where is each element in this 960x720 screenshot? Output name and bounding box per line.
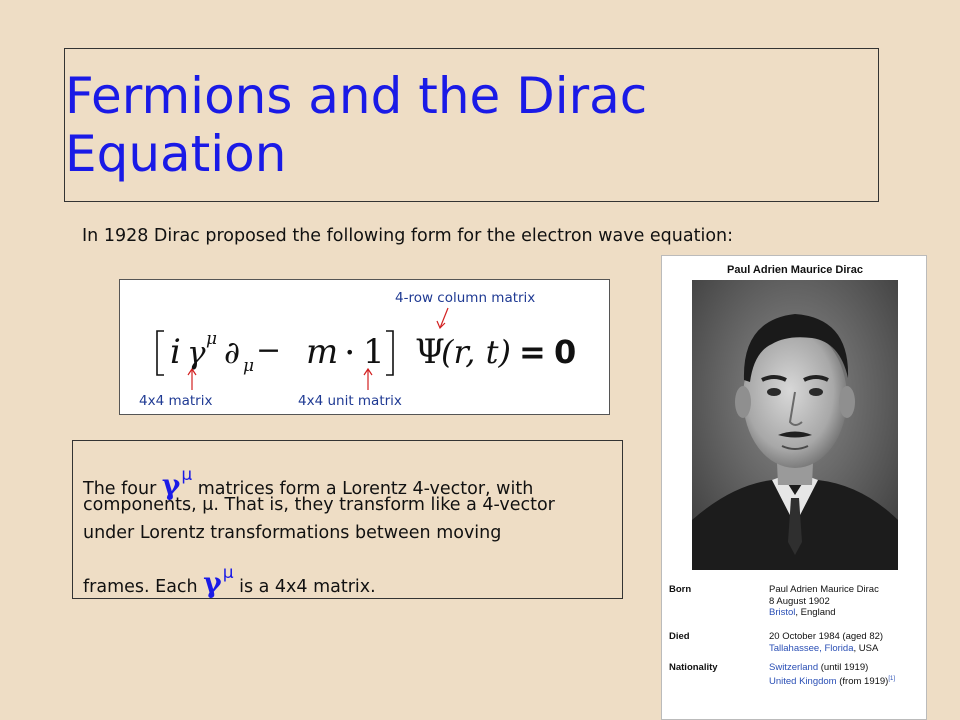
intro-text: In 1928 Dirac proposed the following form for the electron wave equation: xyxy=(82,226,734,246)
born-place xyxy=(769,607,924,619)
died-place xyxy=(769,643,924,655)
dirac-infobox xyxy=(661,255,927,720)
bristol-link[interactable]: Bristol xyxy=(769,607,796,618)
nationality-label: Nationality xyxy=(669,662,718,673)
eq-args: (r, t) xyxy=(441,333,511,371)
eq-i: i xyxy=(170,332,181,372)
eq-psi: Ψ xyxy=(415,332,445,372)
dirac-portrait xyxy=(692,280,898,570)
eq-gamma: γ xyxy=(187,335,206,371)
gamma-symbol: γ xyxy=(161,468,181,501)
infobox-title: Paul Adrien Maurice Dirac xyxy=(727,264,863,276)
gamma-line-2: components, μ. That is, they transform like a 4-vector xyxy=(83,495,555,515)
dirac-equation xyxy=(120,280,609,414)
born-name: Paul Adrien Maurice Dirac xyxy=(769,584,879,595)
nationality-2-rest: (from 1919) xyxy=(836,675,889,687)
right-bracket xyxy=(386,331,393,375)
switzerland-link[interactable]: Switzerland xyxy=(769,662,819,673)
arrow-column-matrix xyxy=(440,308,448,328)
left-bracket xyxy=(157,331,164,375)
gamma-superscript-mu: μ xyxy=(222,563,234,583)
nationality-2 xyxy=(769,674,924,686)
gamma-explanation-box xyxy=(72,440,623,599)
eq-partial-mu: μ xyxy=(243,356,255,376)
nationality-1-rest: (until 1919) xyxy=(818,662,869,673)
annotation-unit-matrix: 4x4 unit matrix xyxy=(298,393,402,409)
gamma-line-1-start: The four xyxy=(83,479,162,499)
eq-m: m xyxy=(306,332,339,372)
died-place-rest: , USA xyxy=(853,642,879,654)
equation-box xyxy=(119,279,610,415)
gamma-superscript-mu: μ xyxy=(181,465,193,485)
eq-equals: = xyxy=(519,333,546,371)
eq-zero: 0 xyxy=(554,333,577,371)
gamma-line-4-end: is a 4x4 matrix. xyxy=(233,577,376,597)
eq-partial: ∂ xyxy=(224,335,241,371)
gamma-line-4-start: frames. Each xyxy=(83,577,204,597)
annotation-column-matrix: 4-row column matrix xyxy=(395,290,536,306)
nationality-1 xyxy=(769,662,924,674)
footnote-link[interactable]: [1] xyxy=(888,675,896,682)
gamma-line-1-end: matrices form a Lorentz 4-vector, with xyxy=(192,479,534,499)
died-label: Died xyxy=(669,631,690,642)
eq-dot: • xyxy=(345,343,355,362)
gamma-line-4 xyxy=(83,559,623,601)
united-kingdom-link[interactable]: United Kingdom xyxy=(769,675,837,687)
slide-title: Fermions and the Dirac Equation xyxy=(65,67,648,183)
born-place-rest: , England xyxy=(795,607,836,618)
died-date: 20 October 1984 (aged 82) xyxy=(769,631,884,642)
born-date: 8 August 1902 xyxy=(769,595,830,607)
eq-one: 1 xyxy=(363,332,385,372)
tallahassee-link[interactable]: Tallahassee, Florida xyxy=(769,642,854,654)
eq-gamma-mu: μ xyxy=(206,329,218,349)
eq-minus: − xyxy=(256,333,282,368)
gamma-line-3: under Lorentz transformations between moving xyxy=(83,523,502,543)
gamma-symbol: γ xyxy=(203,566,222,599)
title-box xyxy=(64,48,879,202)
annotation-gamma-matrix: 4x4 matrix xyxy=(139,393,213,409)
born-label: Born xyxy=(669,584,692,595)
